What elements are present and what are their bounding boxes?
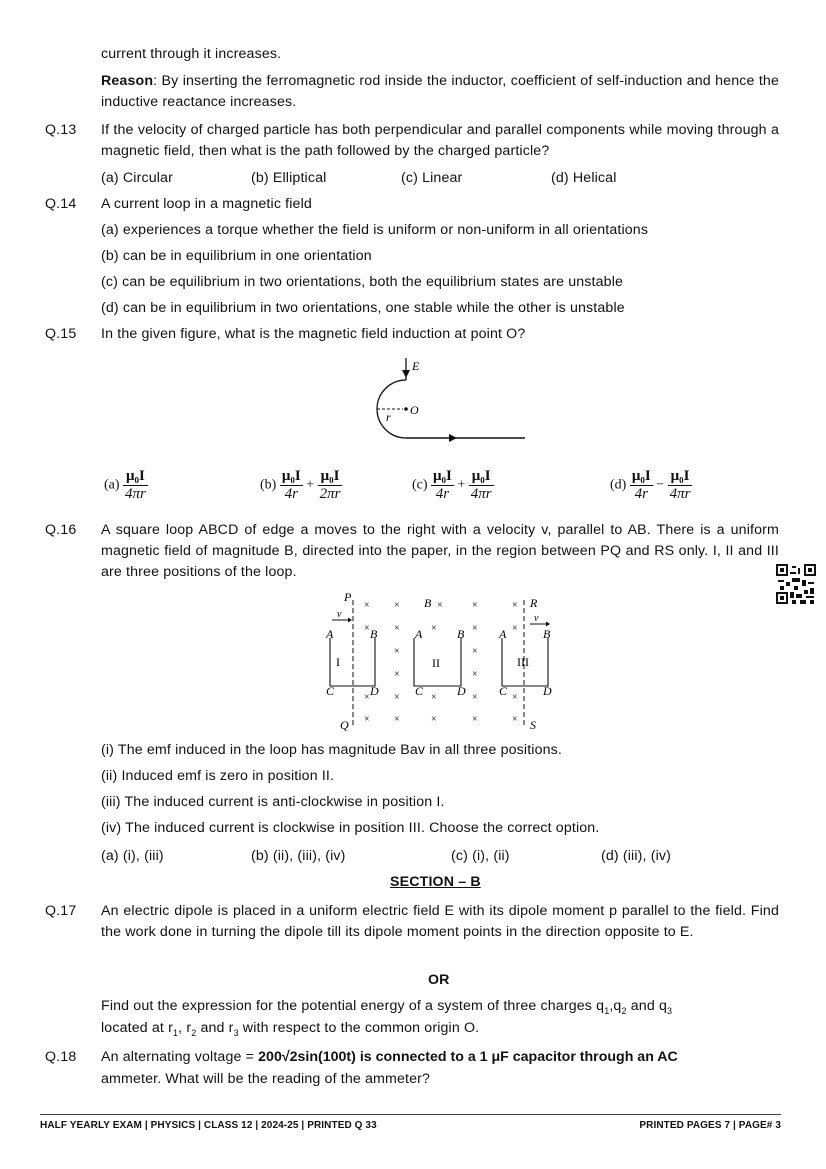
q15-option-d [610,468,692,503]
q13-option-b: (b) Elliptical [251,170,327,186]
cross: × [512,714,518,725]
q14-option-d: (d) can be in equilibrium in two orientations, one stable while the other is unstable [101,300,625,316]
alt-sub: 2 [621,1005,627,1016]
q15-d-den1: 4r [634,486,648,502]
q18-number: Q.18 [45,1049,77,1065]
q16-statement-3: (iii) The induced current is anti-clockwise in position I. [101,794,445,810]
footer-right: PRINTED PAGES 7 | PAGE# 3 [639,1120,781,1131]
q15-c-num1: μ₀I [433,468,452,484]
loop2-label-c: C [415,684,424,698]
cross: × [364,714,370,725]
q15-number: Q.15 [45,326,77,342]
label-v-left: v [337,609,342,620]
cross: × [394,714,400,725]
label-o: O [410,403,419,417]
label-field-b: B [424,596,432,610]
q15-option-a-label: (a) [104,477,120,493]
q15-b-den2: 2πr [319,486,341,502]
cross: × [394,646,400,657]
q15-b-num1: μ₀I [281,468,301,484]
cross: × [512,600,518,611]
label-v-right: v [534,613,539,624]
q16-text: A square loop ABCD of edge a moves to the right with a velocity v, parallel to AB. There is a uniform magnetic field of magnitude B, directed into the paper, in the region between PQ and RS only. I, II and III are three positions of the loop. [101,522,779,580]
cross: × [472,600,478,611]
q15-option-b-label: (b) [260,477,277,493]
q13-option-d: (d) Helical [551,170,617,186]
cross: × [364,692,370,703]
alt-text: with respect to the common origin O. [238,1020,480,1036]
q15-text: In the given figure, what is the magnetic field induction at point O? [101,326,526,342]
label-e: E [412,359,420,373]
cross: × [472,669,478,680]
cross: × [472,714,478,725]
q15-b-num2: μ₀I [318,468,343,486]
alt-text: and q [626,998,667,1014]
alt-text: , r [178,1020,192,1036]
q16-option-a: (a) (i), (iii) [101,848,164,864]
q18-formula: 200√2sin(100t) [258,1049,356,1065]
q15-a-den: 4πr [125,486,146,502]
q16-statement-1: (i) The emf induced in the loop has magnitude Bav in all three positions. [101,742,563,758]
label-p: P [344,590,352,604]
q15-a-num: μ₀I [123,468,148,486]
reason-paragraph [101,71,779,113]
q16-figure [320,590,570,735]
section-b-heading: SECTION – B [390,874,481,890]
reason-text: : By inserting the ferromagnetic rod inside the inductor, coefficient of self-induction and hence the inductive reactance increases. [101,73,779,110]
reason-label: Reason [101,73,154,89]
cross: × [394,669,400,680]
q15-b-den1: 4r [284,486,298,502]
q14-option-c: (c) can be equilibrium in two orientations, both the equilibrium states are unstable [101,274,624,290]
cross: × [512,692,518,703]
loop1-label-a: A [326,627,334,641]
label-r: R [530,596,538,610]
cross: × [394,600,400,611]
q15-d-num1: μ₀I [631,468,651,484]
q15-d-den2: 4πr [669,486,691,502]
cross: × [394,692,400,703]
or-label: OR [428,972,450,988]
loop3-roman: III [517,655,529,669]
alt-sub: 1 [173,1027,179,1038]
cross: × [437,600,443,611]
alt-text: located at r [101,1020,173,1036]
q17-number: Q.17 [45,903,77,919]
q15-option-c [412,468,494,503]
alt-sub: 3 [233,1027,239,1038]
loop2-label-d: D [457,684,466,698]
arrow-right-icon [449,434,457,442]
q15-option-a [104,468,148,503]
arrow-right-icon [348,618,352,623]
q16-number: Q.16 [45,522,77,538]
label-s: S [530,718,536,732]
cross: × [364,623,370,634]
q13-option-a: (a) Circular [101,170,173,186]
q14-text: A current loop in a magnetic field [101,196,312,212]
footer-left: HALF YEARLY EXAM | PHYSICS | CLASS 12 | 2024-25 | PRINTED Q 33 [40,1120,377,1131]
cross: × [512,623,518,634]
loop2-label-b: B [457,627,465,641]
q13-number: Q.13 [45,122,77,138]
loop3-label-a: A [499,627,507,641]
alt-text: ,q [609,998,622,1014]
label-r: r [386,410,391,424]
cross: × [431,623,437,634]
cross: × [431,714,437,725]
alt-sub: 1 [604,1005,610,1016]
q15-option-c-label: (c) [412,477,428,493]
q15-c-den1: 4r [435,486,450,502]
q15-option-d-label: (d) [610,477,627,493]
arrow-down-icon [402,370,410,378]
q16-option-c: (c) (i), (ii) [451,848,510,864]
cross: × [472,623,478,634]
continued-line: current through it increases. [101,46,282,62]
q15-option-b [260,468,342,503]
q14-number: Q.14 [45,196,77,212]
qr-code-icon [776,564,816,604]
loop1-label-d: D [370,684,379,698]
q15-figure [355,352,535,452]
q14-option-a: (a) experiences a torque whether the field is uniform or non-uniform in all orientations [101,222,649,238]
alt-sub: 2 [191,1027,197,1038]
loop1-roman: I [336,655,340,669]
field-crosses [364,600,518,725]
alt-text: and r [196,1020,234,1036]
wire-semicircle [377,380,406,438]
q18-line2: ammeter. What will be the reading of the ammeter? [101,1071,431,1087]
alt-text: Find out the expression for the potential energy of a system of three charges q [101,998,605,1014]
q14-option-b: (b) can be in equilibrium in one orientation [101,248,372,264]
cross: × [364,600,370,611]
q13-text: If the velocity of charged particle has both perpendicular and parallel components while moving through a magnetic field, then what is the path followed by the charged particle? [101,122,779,159]
loop1-label-c: C [326,684,335,698]
q15-c-den2: 4πr [470,486,492,502]
q15-d-minus: − [656,477,665,493]
q15-d-num2: μ₀I [668,468,693,486]
q17-text: An electric dipole is placed in a uniform electric field E with its dipole moment p parallel to the field. Find the work done in turning the dipole till its dipole moment points in the direction opposite to E. [101,903,779,940]
center-point [404,407,408,411]
label-q: Q [340,718,349,732]
footer-divider [40,1114,781,1115]
q18-text: is connected to a 1 μF capacitor through an AC [355,1049,678,1065]
q16-statement-2: (ii) Induced emf is zero in position II. [101,768,335,784]
cross: × [472,646,478,657]
q13-option-c: (c) Linear [401,170,463,186]
q16-option-d: (d) (iii), (iv) [601,848,672,864]
loop1-label-b: B [370,627,378,641]
loop3-label-c: C [499,684,508,698]
q17-alt-line2 [101,1018,479,1044]
q15-b-plus: + [306,477,315,493]
alt-sub: 3 [667,1005,673,1016]
cross: × [431,692,437,703]
cross: × [472,692,478,703]
loop3-label-b: B [543,627,551,641]
cross: × [394,623,400,634]
q18-line1 [101,1047,781,1068]
q15-c-num2: μ₀I [469,468,494,486]
loop3-label-d: D [543,684,552,698]
q18-text: An alternating voltage = [101,1049,259,1065]
q15-c-plus: + [457,477,466,493]
arrow-right-icon [546,622,550,627]
loop2-roman: II [432,656,440,670]
q16-option-b: (b) (ii), (iii), (iv) [251,848,346,864]
loop2-label-a: A [415,627,423,641]
q16-statement-4: (iv) The induced current is clockwise in position III. Choose the correct option. [101,820,600,836]
